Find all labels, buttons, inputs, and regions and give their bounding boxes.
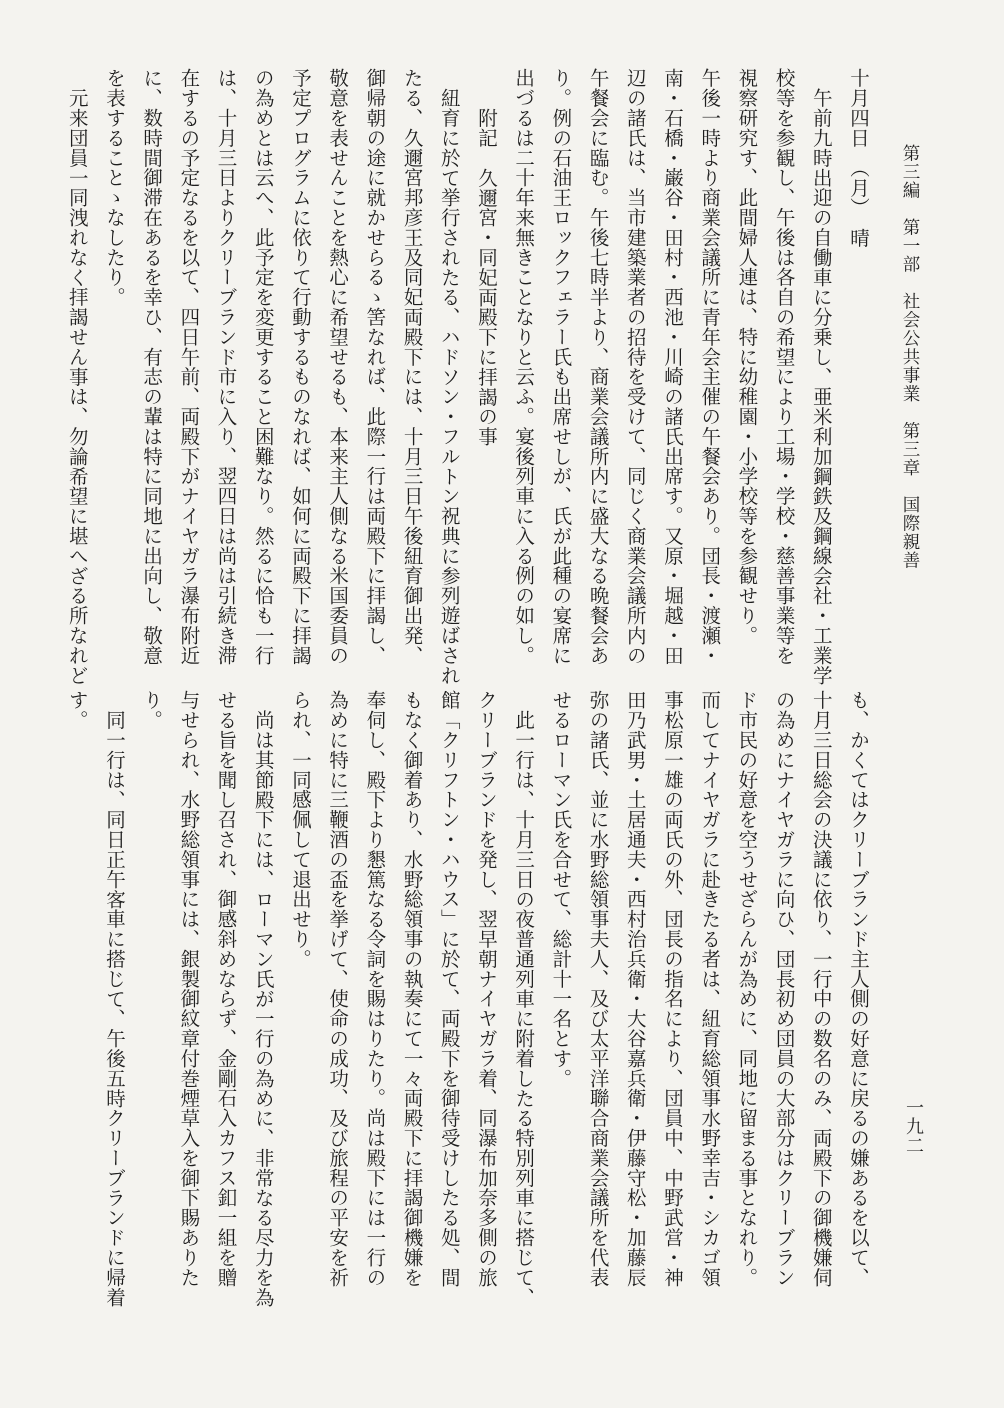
lower-text-block <box>59 690 877 1307</box>
text-line: は、十月三日よりクリーブランド市に入り、翌四日は尚は引続き滞 <box>214 68 238 665</box>
page-number: 一九二 <box>903 1098 924 1155</box>
text-line: 此一行は、十月三日の夜普通列車に附着したる特別列車に搭じて、 <box>512 710 536 1307</box>
text-line: たる、久邇宮邦彦王及同妃両殿下には、十月三日午後紐育御出発、 <box>400 68 424 665</box>
text-line: 弥の諸氏、並に水野総領事夫人、及び太平洋聯合商業会議所を代表 <box>586 690 610 1287</box>
upper-text-block <box>59 68 877 685</box>
text-line: 午後一時より商業会議所に青年会主催の午餐会あり。団長・渡瀬・ <box>698 68 722 665</box>
text-line: 而してナイヤガラに赴きたる者は、紐育総領事水野幸吉・シカゴ領 <box>698 690 722 1287</box>
text-line: に、数時間御滞在あるを幸ひ、有志の輩は特に同地に出向し、敬意 <box>140 68 164 665</box>
text-line: 辺の諸氏は、当市建築業者の招待を受けて、同じく商業会議所内の <box>623 68 647 665</box>
text-line: を表することゝなしたり。 <box>102 68 126 307</box>
text-line: 同一行は、同日正午客車に搭じて、午後五時クリーブランドに帰着 <box>102 710 126 1307</box>
text-line: せるローマン氏を合せて、総計十一名とす。 <box>549 690 573 1088</box>
text-line: 午前九時出迎の自働車に分乗し、亜米利加鋼鉄及鋼線会社・工業学 <box>809 88 833 685</box>
text-line: もなく御着あり、水野総領事の執奏にて一々両殿下に拝謁御機嫌を <box>400 690 424 1287</box>
text-line: 元来団員一同洩れなく拝謁せん事は、勿論希望に堪へざる所なれど <box>65 88 89 685</box>
text-line: せる旨を聞し召され、御感斜めならず、金剛石入カフス釦一組を贈 <box>214 690 238 1287</box>
appendix-heading: 附記 久邇宮・同妃両殿下に拝謁の事 <box>474 108 498 447</box>
text-line: 敬意を表せんことを熱心に希望せるも、本来主人側なる米国委員の <box>326 68 350 665</box>
text-line: クリーブランドを発し、翌早朝ナイヤガラ着、同瀑布加奈多側の旅 <box>474 690 498 1287</box>
text-line: 南・石橋・巌谷・田村・西池・川崎の諸氏出席す。又原・堀越・田 <box>660 68 684 665</box>
text-line: 視察研究す、此間婦人連は、特に幼稚園・小学校等を参観せり。 <box>735 68 759 646</box>
text-line: も、かくてはクリーブランド主人側の好意に戻るの嫌あるを以て、 <box>847 690 870 1287</box>
running-header: 第三編 第一部 社会公共事業 第三章 国際親善 <box>900 144 920 570</box>
text-line: ド市民の好意を空うせざらんが為めに、同地に留まる事となれり。 <box>735 690 759 1287</box>
text-line: られ、一同感佩して退出せり。 <box>288 690 312 969</box>
text-line: 田乃武男・土居通夫・西村治兵衛・大谷嘉兵衛・伊藤守松・加藤辰 <box>623 690 647 1287</box>
text-line: 予定プログラムに依りて行動するものなれば、如何に両殿下に拝謁 <box>288 68 312 665</box>
text-line: 在するの予定なるを以て、四日午前、両殿下がナイヤガラ瀑布附近 <box>177 68 201 665</box>
text-line: 奉伺し、殿下より懇篤なる令詞を賜はりたり。尚は殿下には一行の <box>363 690 387 1287</box>
text-line: 与せられ、水野総領事には、銀製御紋章付巻煙草入を御下賜ありた <box>177 690 201 1287</box>
text-line: 十月三日総会の決議に依り、一行中の数名のみ、両殿下の御機嫌伺 <box>809 690 833 1287</box>
text-line: の為めとは云へ、此予定を変更すること困難なり。然るに恰も一行 <box>251 68 275 665</box>
text-line: り。例の石油王ロックフェラー氏も出席せしが、氏が此種の宴席に <box>549 68 573 665</box>
text-line: 為めに特に三鞭酒の盃を挙げて、使命の成功、及び旅程の平安を祈 <box>326 690 350 1287</box>
date-heading: 十月四日 （月） 晴 <box>847 68 870 248</box>
text-line: り。 <box>140 690 164 730</box>
text-line: 館「クリフトン・ハウス」に於て、両殿下を御待受けしたる処、間 <box>437 690 461 1287</box>
text-line: の為めにナイヤガラに向ひ、団長初め団員の大部分はクリーブラン <box>772 690 796 1287</box>
text-line: 紐育に於て挙行されたる、ハドソン・フルトン祝典に参列遊ばされ <box>437 88 461 685</box>
text-line: 事松原一雄の両氏の外、団長の指名により、団員中、中野武営・神 <box>660 690 684 1287</box>
text-line: 出づるは二十年来無きことなりと云ふ。宴後列車に入る例の如し。 <box>512 68 536 665</box>
text-line: 午餐会に臨む。午後七時半より、商業会議所内に盛大なる晩餐会あ <box>586 68 610 665</box>
text-line: 校等を参観し、午後は各自の希望により工場・学校・慈善事業等を <box>772 68 796 665</box>
text-line: 尚は其節殿下には、ローマン氏が一行の為めに、非常なる尽力を為 <box>251 710 275 1307</box>
text-line: す。 <box>65 690 89 730</box>
text-line: 御帰朝の途に就かせらるゝ筈なれば、此際一行は両殿下に拝謁し、 <box>363 68 387 665</box>
